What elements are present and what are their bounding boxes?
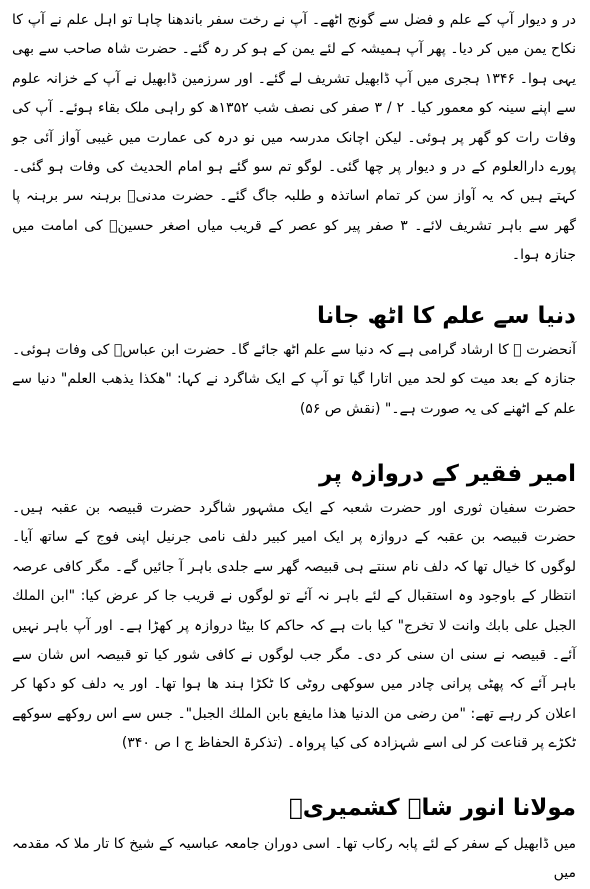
paragraph-ibn-abbas: آنحضرت ﷺ کا ارشاد گرامی ہے کہ دنیا سے علم اٹھ جائے گا۔ حضرت ابن عباسؓ کی وفات ہوئی۔ جنازہ کے بعد میت کو لحد میں اتارا گیا تو آپ کے ایک شاگرد نے کہا: "هكذا يذهب العلم" دنیا سے علم کے اٹھنے کی یہ صورت ہے۔" (نقش ص ۵۶)	[12, 342, 576, 417]
paragraph-dabhel-journey: میں ڈابھیل کے سفر کے لئے پابہ رکاب تھا۔ اسی دوران جامعہ عباسیہ کے شیخ کا تار ملا کہ مقدمہ میں	[12, 836, 576, 882]
paragraph-shah-sahab-death: در و دیوار آپ کے علم و فضل سے گونج اٹھے۔ آپ نے رخت سفر باندھنا چاہا تو اہل علم نے آپ کا نکاح یمن میں کر دیا۔ پھر آپ ہمیشہ کے لئے یمن کے ہو کر رہ گئے۔ حضرت شاہ صاحب سے بھی یہی ہوا۔ ۱۳۴۶ ہجری میں آپ ڈابھیل تشریف لے گئے۔ اور سرزمین ڈابھیل نے آپ کے خزانہ علوم سے اپنے سینہ کو معمور کیا۔ ۲ / ۳ صفر کی نصف شب ۱۳۵۲ھ کو راہی ملک بقاء ہوئے۔ آپ کی وفات رات کو گھر پر ہوئی۔ لیکن اچانک مدرسہ میں نو درہ کی عمارت میں غیبی آواز آئی جو پورے دارالعلوم کے در و دیوار پر چھا گئی۔ لوگو تم سو گئے ہو امام الحدیث کی وفات ہو گئی۔ کہتے ہیں کہ یہ آواز سن کر تمام اساتذہ و طلبہ جاگ گئے۔ حضرت مدنیؒ برہنہ سر برہنہ پا گھر سے باہر تشریف لائے۔ ۳ صفر پیر کو عصر کے قریب میاں اصغر حسینؒ کی امامت میں جنازہ ہوا۔	[12, 12, 577, 264]
section-heading-anwar-shah-kashmiri: مولانا انور شاہ کشمیریؒ	[288, 795, 576, 821]
section-heading-amir-at-faqir-door: امیر فقیر کے دروازہ پر	[319, 461, 576, 487]
paragraph-qabisa-bin-uqba: حضرت سفیان ثوری اور حضرت شعبہ کے ایک مشہور شاگرد حضرت قبیصہ بن عقبہ ہیں۔ حضرت قبیصہ بن عقبہ کے دروازہ پر ایک امیر کبیر دلف نامی جرنیل اپنی فوج کے ساتھ آیا۔ لوگوں کا خیال تھا کہ دلف نام سنتے ہی قبیصہ گھر سے جلدی باہر آ جائیں گے۔ مگر کافی عرصہ انتظار کے باوجود وہ استقبال کے لئے باہر نہ آئے تو لوگوں نے قریب جا کر عرض کیا: "ابن الملك الجبل على بابك وانت لا تخرج" کیا بات ہے کہ حاکم کا بیٹا دروازہ پر کھڑا ہے۔ اور آپ باہر نہیں آئے۔ قبیصہ نے سنی ان سنی کر دی۔ مگر جب لوگوں نے کافی شور کیا تو قبیصہ اس شان سے باہر آئے کہ پھٹی پرانی چادر میں سوکھی روٹی کا ٹکڑا ہند ھا ہوا تھا۔ اور یہ دلف کو دکھا کر اعلان کر رہے تھے: "من رضى من الدنيا هذا مايفع بابن الملك الجبل"۔ جس سے اس روکھے سوکھے ٹکڑے پر قناعت کر لی اسے شہزادہ کی کیا پرواہ۔ (تذکرۃ الحفاظ ج ا ص ۳۴۰)	[12, 500, 576, 752]
section-heading-knowledge-departing: دنیا سے علم کا اٹھ جانا	[317, 303, 576, 329]
